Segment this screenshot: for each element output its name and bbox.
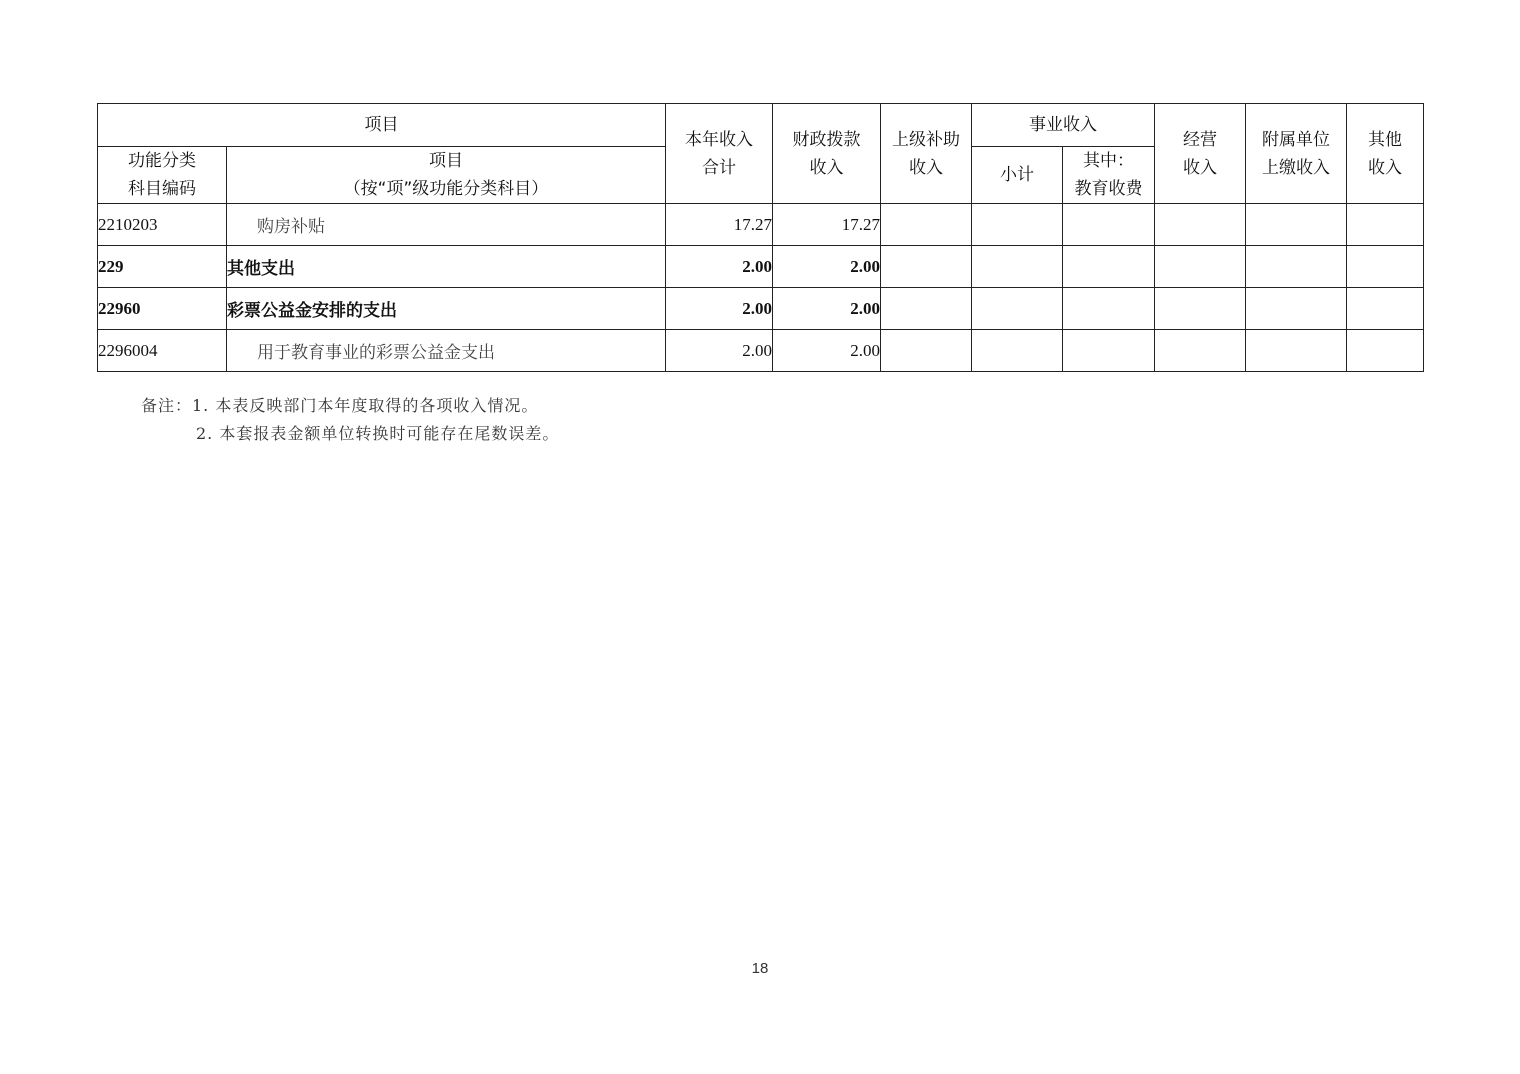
row-code: 2296004 (98, 330, 227, 372)
row-edu-fee (1063, 330, 1155, 372)
row-edu-fee (1063, 288, 1155, 330)
header-total: 本年收入 合计 (666, 104, 773, 204)
row-superior (881, 204, 972, 246)
row-other (1347, 246, 1424, 288)
income-table (97, 103, 1424, 372)
header-affiliate: 附属单位 上缴收入 (1246, 104, 1347, 204)
header-fiscal: 财政拨款 收入 (773, 104, 881, 204)
header-edu-fee: 其中： 教育收费 (1063, 147, 1155, 204)
row-fiscal: 2.00 (773, 288, 881, 330)
page-number: 18 (751, 960, 769, 977)
table-row (98, 246, 1424, 288)
row-other (1347, 330, 1424, 372)
row-subtotal (972, 288, 1063, 330)
header-subtotal: 小计 (972, 147, 1063, 204)
row-other (1347, 288, 1424, 330)
header-other: 其他 收入 (1347, 104, 1424, 204)
row-fiscal: 17.27 (773, 204, 881, 246)
table-row (98, 288, 1424, 330)
row-affiliate (1246, 330, 1347, 372)
header-superior: 上级补助 收入 (881, 104, 972, 204)
row-total: 17.27 (666, 204, 773, 246)
row-fiscal: 2.00 (773, 246, 881, 288)
row-subtotal (972, 330, 1063, 372)
table-row (98, 204, 1424, 246)
header-business-group: 事业收入 (972, 104, 1155, 147)
row-fiscal: 2.00 (773, 330, 881, 372)
row-name: 其他支出 (227, 246, 666, 288)
row-code: 2210203 (98, 204, 227, 246)
row-total: 2.00 (666, 246, 773, 288)
row-operation (1155, 330, 1246, 372)
header-code: 功能分类 科目编码 (98, 147, 227, 204)
row-edu-fee (1063, 204, 1155, 246)
row-affiliate (1246, 246, 1347, 288)
row-total: 2.00 (666, 330, 773, 372)
row-code: 22960 (98, 288, 227, 330)
row-subtotal (972, 246, 1063, 288)
row-name: 购房补贴 (227, 204, 666, 246)
note-line-1: 备注：1. 本表反映部门本年度取得的各项收入情况。 (141, 396, 539, 415)
row-name: 用于教育事业的彩票公益金支出 (227, 330, 666, 372)
row-affiliate (1246, 204, 1347, 246)
row-other (1347, 204, 1424, 246)
row-superior (881, 246, 972, 288)
header-name: 项目 （按“项”级功能分类科目） (227, 147, 666, 204)
row-superior (881, 330, 972, 372)
row-subtotal (972, 204, 1063, 246)
row-total: 2.00 (666, 288, 773, 330)
row-operation (1155, 246, 1246, 288)
row-edu-fee (1063, 246, 1155, 288)
table-row (98, 330, 1424, 372)
row-affiliate (1246, 288, 1347, 330)
row-operation (1155, 204, 1246, 246)
header-operation: 经营 收入 (1155, 104, 1246, 204)
notes (141, 392, 559, 448)
note-line-2: 2. 本套报表金额单位转换时可能存在尾数误差。 (196, 424, 560, 443)
row-name: 彩票公益金安排的支出 (227, 288, 666, 330)
row-code: 229 (98, 246, 227, 288)
row-superior (881, 288, 972, 330)
row-operation (1155, 288, 1246, 330)
header-item-group: 项目 (98, 104, 666, 147)
